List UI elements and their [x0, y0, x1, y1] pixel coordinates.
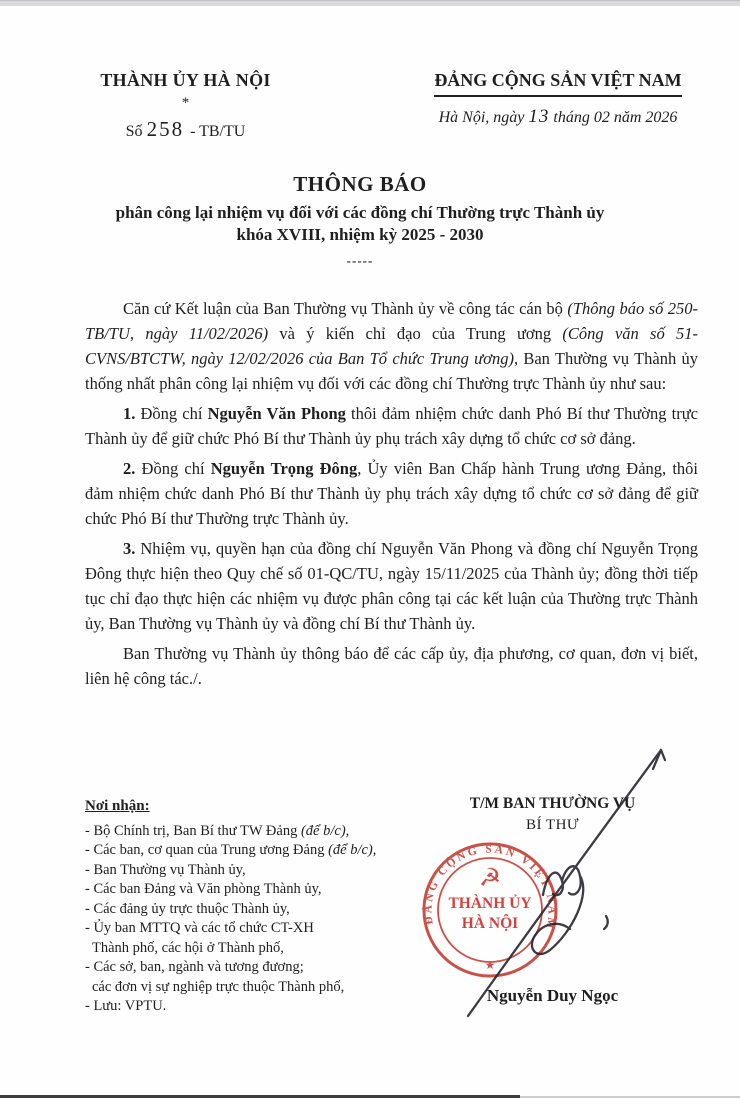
date-suffix: tháng 02 năm 2026: [553, 109, 678, 126]
item2-person-name: Nguyễn Trọng Đông: [210, 459, 358, 478]
title-separator: -----: [346, 253, 374, 268]
item2-number: 2.: [123, 459, 136, 478]
signature-tick: [604, 916, 608, 929]
date-line: [413, 106, 703, 128]
item3-number: 3.: [123, 539, 136, 558]
recipient-line: - Ban Thường vụ Thành ủy,: [85, 861, 246, 878]
recipient-note: (để b/c),: [300, 822, 350, 839]
document-body: [85, 296, 698, 696]
item3-text: Nhiệm vụ, quyền hạn của đồng chí Nguyễn Văn Phong và đồng chí Nguyễn Trọng Đông thực hiện theo Quy chế số 01-QC/TU, ngày 15/11/2025 của Thành ủy; đồng thời tiếp tục chỉ đạo thực hiện các nhiệm vụ được phân công tại các kết luận của Thường trực Thành ủy, Ban Thường vụ Thành ủy và đồng chí Bí thư Thành ủy.: [85, 539, 698, 633]
header-right: [413, 70, 703, 128]
body-paragraph-1: [85, 296, 698, 396]
org-star: *: [181, 95, 190, 111]
recipient-line: [85, 841, 430, 861]
doc-number-line: [88, 117, 283, 142]
stamp-star-icon: ★: [484, 958, 496, 972]
signature-stroke-tip: [653, 750, 665, 769]
header-left: [88, 70, 283, 142]
item1-person-name: Nguyễn Văn Phong: [207, 404, 346, 423]
doc-number-prefix: Số: [125, 123, 143, 140]
recipient-text: - Các ban, cơ quan của Trung ương Đảng: [85, 842, 329, 858]
recipient-line: - Các sở, ban, ngành và tương đương;: [85, 959, 304, 975]
signature-block-header: [420, 794, 685, 835]
issuing-org-name: THÀNH ỦY HÀ NỘI: [100, 70, 271, 90]
p1-text-a: Căn cứ Kết luận của Ban Thường vụ Thành ủy về công tác cán bộ: [123, 299, 568, 318]
party-name: ĐẢNG CỘNG SẢN VIỆT NAM: [434, 70, 681, 97]
stamp-ring-text: ĐẢNG CỘNG SẢN VIỆT NAM: [422, 843, 558, 932]
date-day: 13: [528, 106, 550, 127]
doc-title: THÔNG BÁO: [293, 172, 427, 196]
numbered-item-3: [85, 536, 698, 636]
hammer-sickle-icon: ☭: [478, 863, 502, 892]
item2-text-a: Đồng chí: [135, 459, 211, 478]
official-stamp: [420, 840, 560, 980]
recipient-text: - Bộ Chính trị, Ban Bí thư TW Đảng: [85, 822, 301, 839]
date-prefix: Hà Nội, ngày: [438, 109, 525, 126]
p1-reference-1: (Thông báo số 250-TB/TU, ngày 11/02/2026): [85, 299, 698, 343]
signature-authority: T/M BAN THƯỜNG VỤ: [469, 795, 636, 812]
closing-paragraph: Ban Thường vụ Thành ủy thông báo để các cấp ủy, địa phương, cơ quan, đơn vị biết, liên hệ công tác./.: [85, 644, 698, 688]
title-block: [70, 172, 650, 269]
item1-text-b: thôi đảm nhiệm chức danh Phó Bí thư Thường trực Thành ủy để giữ chức Phó Bí thư Thành ủy phụ trách xây dựng tổ chức cơ sở đảng.: [85, 404, 698, 448]
recipient-line: - Các đảng ủy trực thuộc Thành ủy,: [85, 900, 290, 917]
item1-number: 1.: [123, 404, 136, 423]
recipients-block: [85, 797, 430, 1017]
scan-edge-bottom-light: [520, 1096, 740, 1098]
numbered-item-1: [85, 401, 698, 451]
p1-text-c: , Ban Thường vụ Thành ủy thống nhất phân công lại nhiệm vụ đối với các đồng chí Thường trực Thành ủy như sau:: [85, 349, 698, 393]
recipient-line-continuation: các đơn vị sự nghiệp trực thuộc Thành phố,: [92, 978, 345, 995]
doc-subtitle-line1: phân công lại nhiệm vụ đối với các đồng chí Thường trực Thành ủy: [115, 203, 605, 222]
doc-subtitle-line2: khóa XVIII, nhiệm kỳ 2025 - 2030: [236, 225, 484, 244]
numbered-item-2: [85, 456, 698, 531]
recipient-note: (để b/c),: [328, 842, 377, 858]
recipient-line: - Lưu: VPTU.: [85, 998, 167, 1014]
item1-text-a: Đồng chí: [135, 404, 208, 423]
signature-position: BÍ THƯ: [525, 817, 580, 834]
p1-text-b: và ý kiến chỉ đạo của Trung ương: [268, 324, 563, 343]
recipients-heading: Nơi nhận:: [85, 798, 150, 814]
stamp-org-line2: HÀ NỘI: [461, 915, 519, 932]
scan-edge-top: [0, 0, 740, 6]
recipient-line: - Các ban Đảng và Văn phòng Thành ủy,: [85, 881, 322, 897]
recipient-line: [85, 822, 430, 842]
p1-reference-2: (Công văn số 51-CVNS/BTCTW, ngày 12/02/2026 của Ban Tổ chức Trung ương): [85, 324, 698, 368]
item2-text-b: , Ủy viên Ban Chấp hành Trung ương Đảng, thôi đảm nhiệm chức danh Phó Bí thư Thành ủy phụ trách xây dựng tổ chức cơ sở đảng để giữ chức Phó Bí thư Thường trực Thành ủy.: [85, 459, 699, 528]
stamp-org-line1: THÀNH ỦY: [448, 895, 532, 912]
scan-edge-bottom-dark: [0, 1095, 520, 1098]
signer-name: Nguyễn Duy Ngọc: [486, 986, 619, 1005]
doc-number-value: 258: [146, 117, 185, 141]
signature-loop-2: [562, 866, 581, 894]
recipient-line: - Ủy ban MTTQ và các tổ chức CT-XH: [85, 920, 314, 936]
doc-number-suffix: - TB/TU: [190, 123, 246, 140]
recipient-line-continuation: Thành phố, các hội ở Thành phố,: [92, 939, 284, 956]
